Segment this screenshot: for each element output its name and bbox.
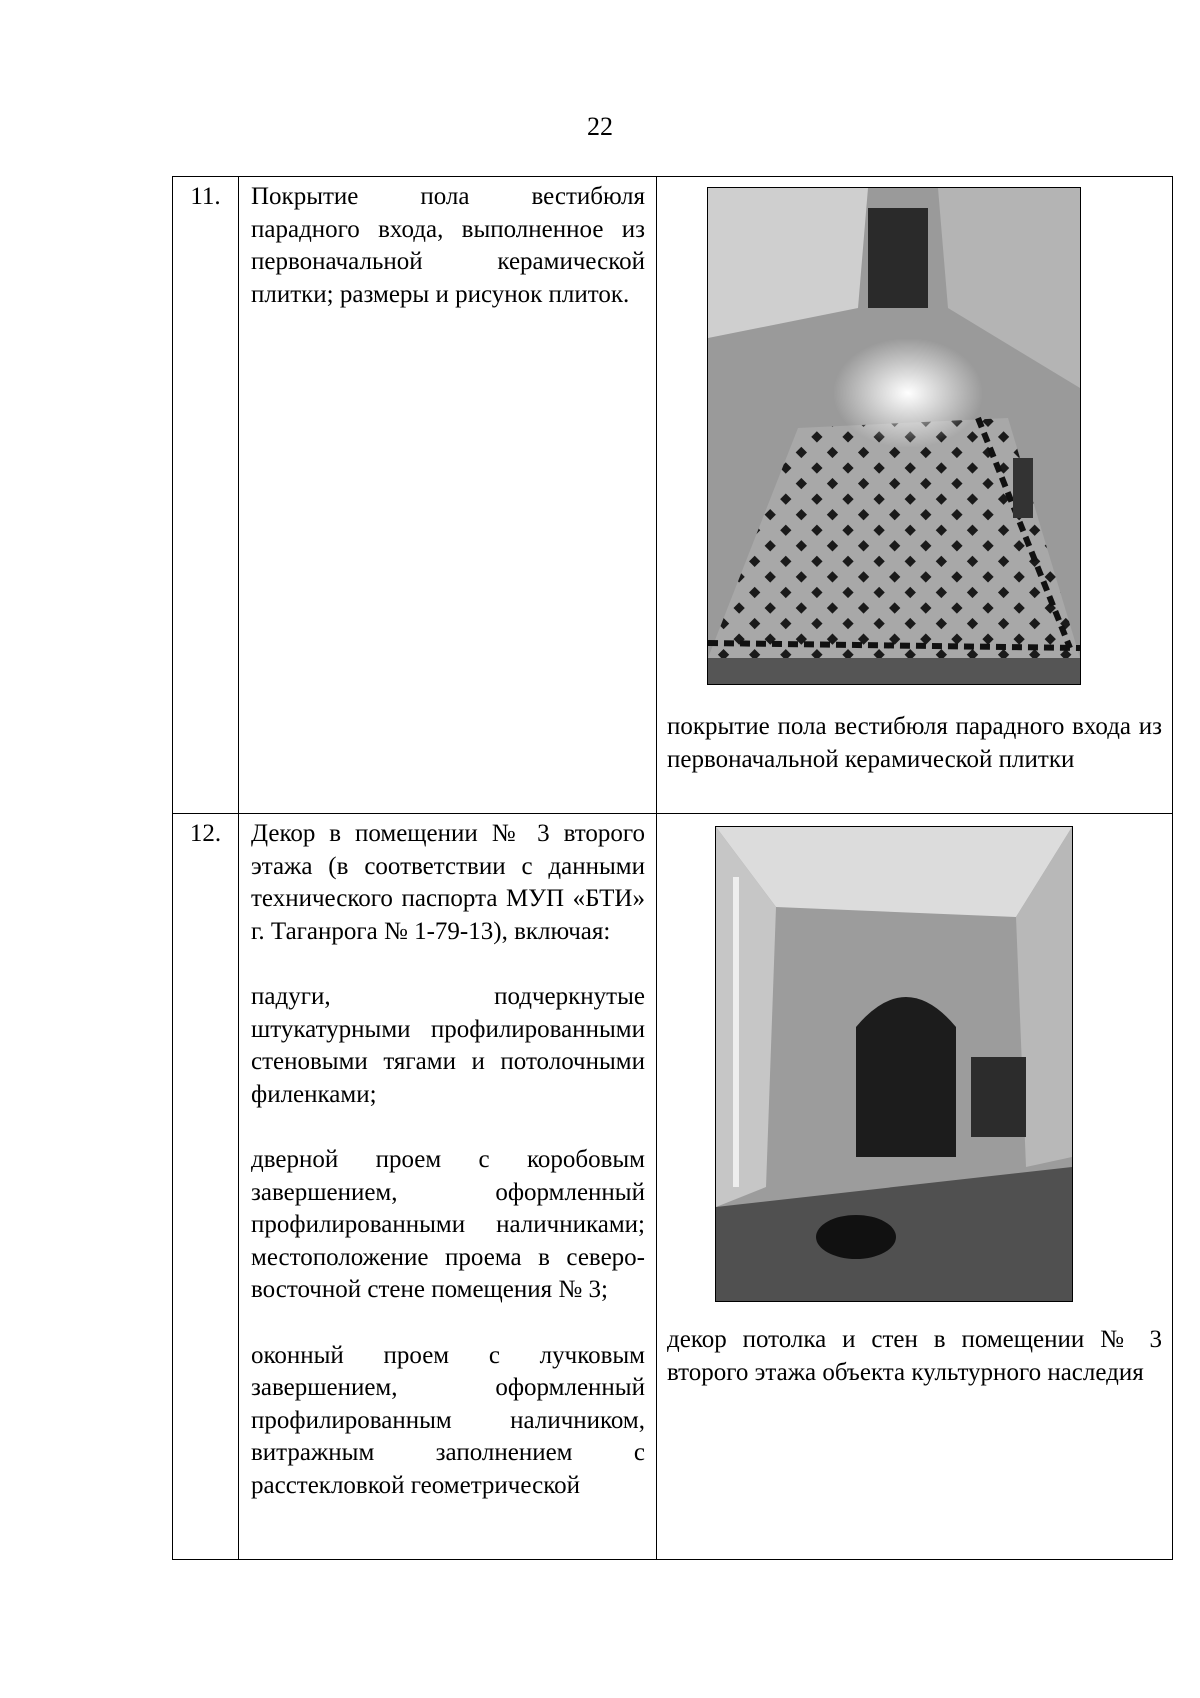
description-paragraph: Покрытие пола вестибюля парадного входа, выполненное из первоначальной керамической плитки; размеры и рисунок плиток. <box>251 183 645 308</box>
photo-caption: декор потолка и стен в помещении № 3 второго этажа объекта культурного наследия <box>667 1326 1162 1386</box>
row-description <box>239 177 657 814</box>
floor-tile-photo <box>707 187 1081 685</box>
table-row <box>173 814 1173 1560</box>
heritage-items-table <box>172 176 1173 1560</box>
description-paragraph: оконный проем с лучковым завершением, оформленный профилированным наличником, витражным заполнением с расстекловкой геометрической <box>251 1341 645 1499</box>
photo-caption: покрытие пола вестибюля парадного входа из первоначальной керамической плитки <box>667 713 1162 773</box>
row-number: 12. <box>173 814 239 1560</box>
photo-cell <box>657 177 1173 814</box>
description-paragraph: падуги, подчеркнутые штукатурными профилированными стеновыми тягами и потолочными филенками; <box>251 982 645 1108</box>
row-number: 11. <box>173 177 239 814</box>
row-description <box>239 814 657 1560</box>
photo-cell <box>657 814 1173 1560</box>
table-row <box>173 177 1173 814</box>
room-interior-photo <box>715 826 1073 1302</box>
description-paragraph: дверной проем с коробовым завершением, оформленный профилированными наличниками; местоположение проема в северо-восточной стене помещения № 3; <box>251 1145 645 1304</box>
page-number: 22 <box>587 112 613 141</box>
description-paragraph: Декор в помещении № 3 второго этажа (в соответствии с данными технического паспорта МУП «БТИ» г. Таганрога № 1-79-13), включая: <box>251 820 645 945</box>
